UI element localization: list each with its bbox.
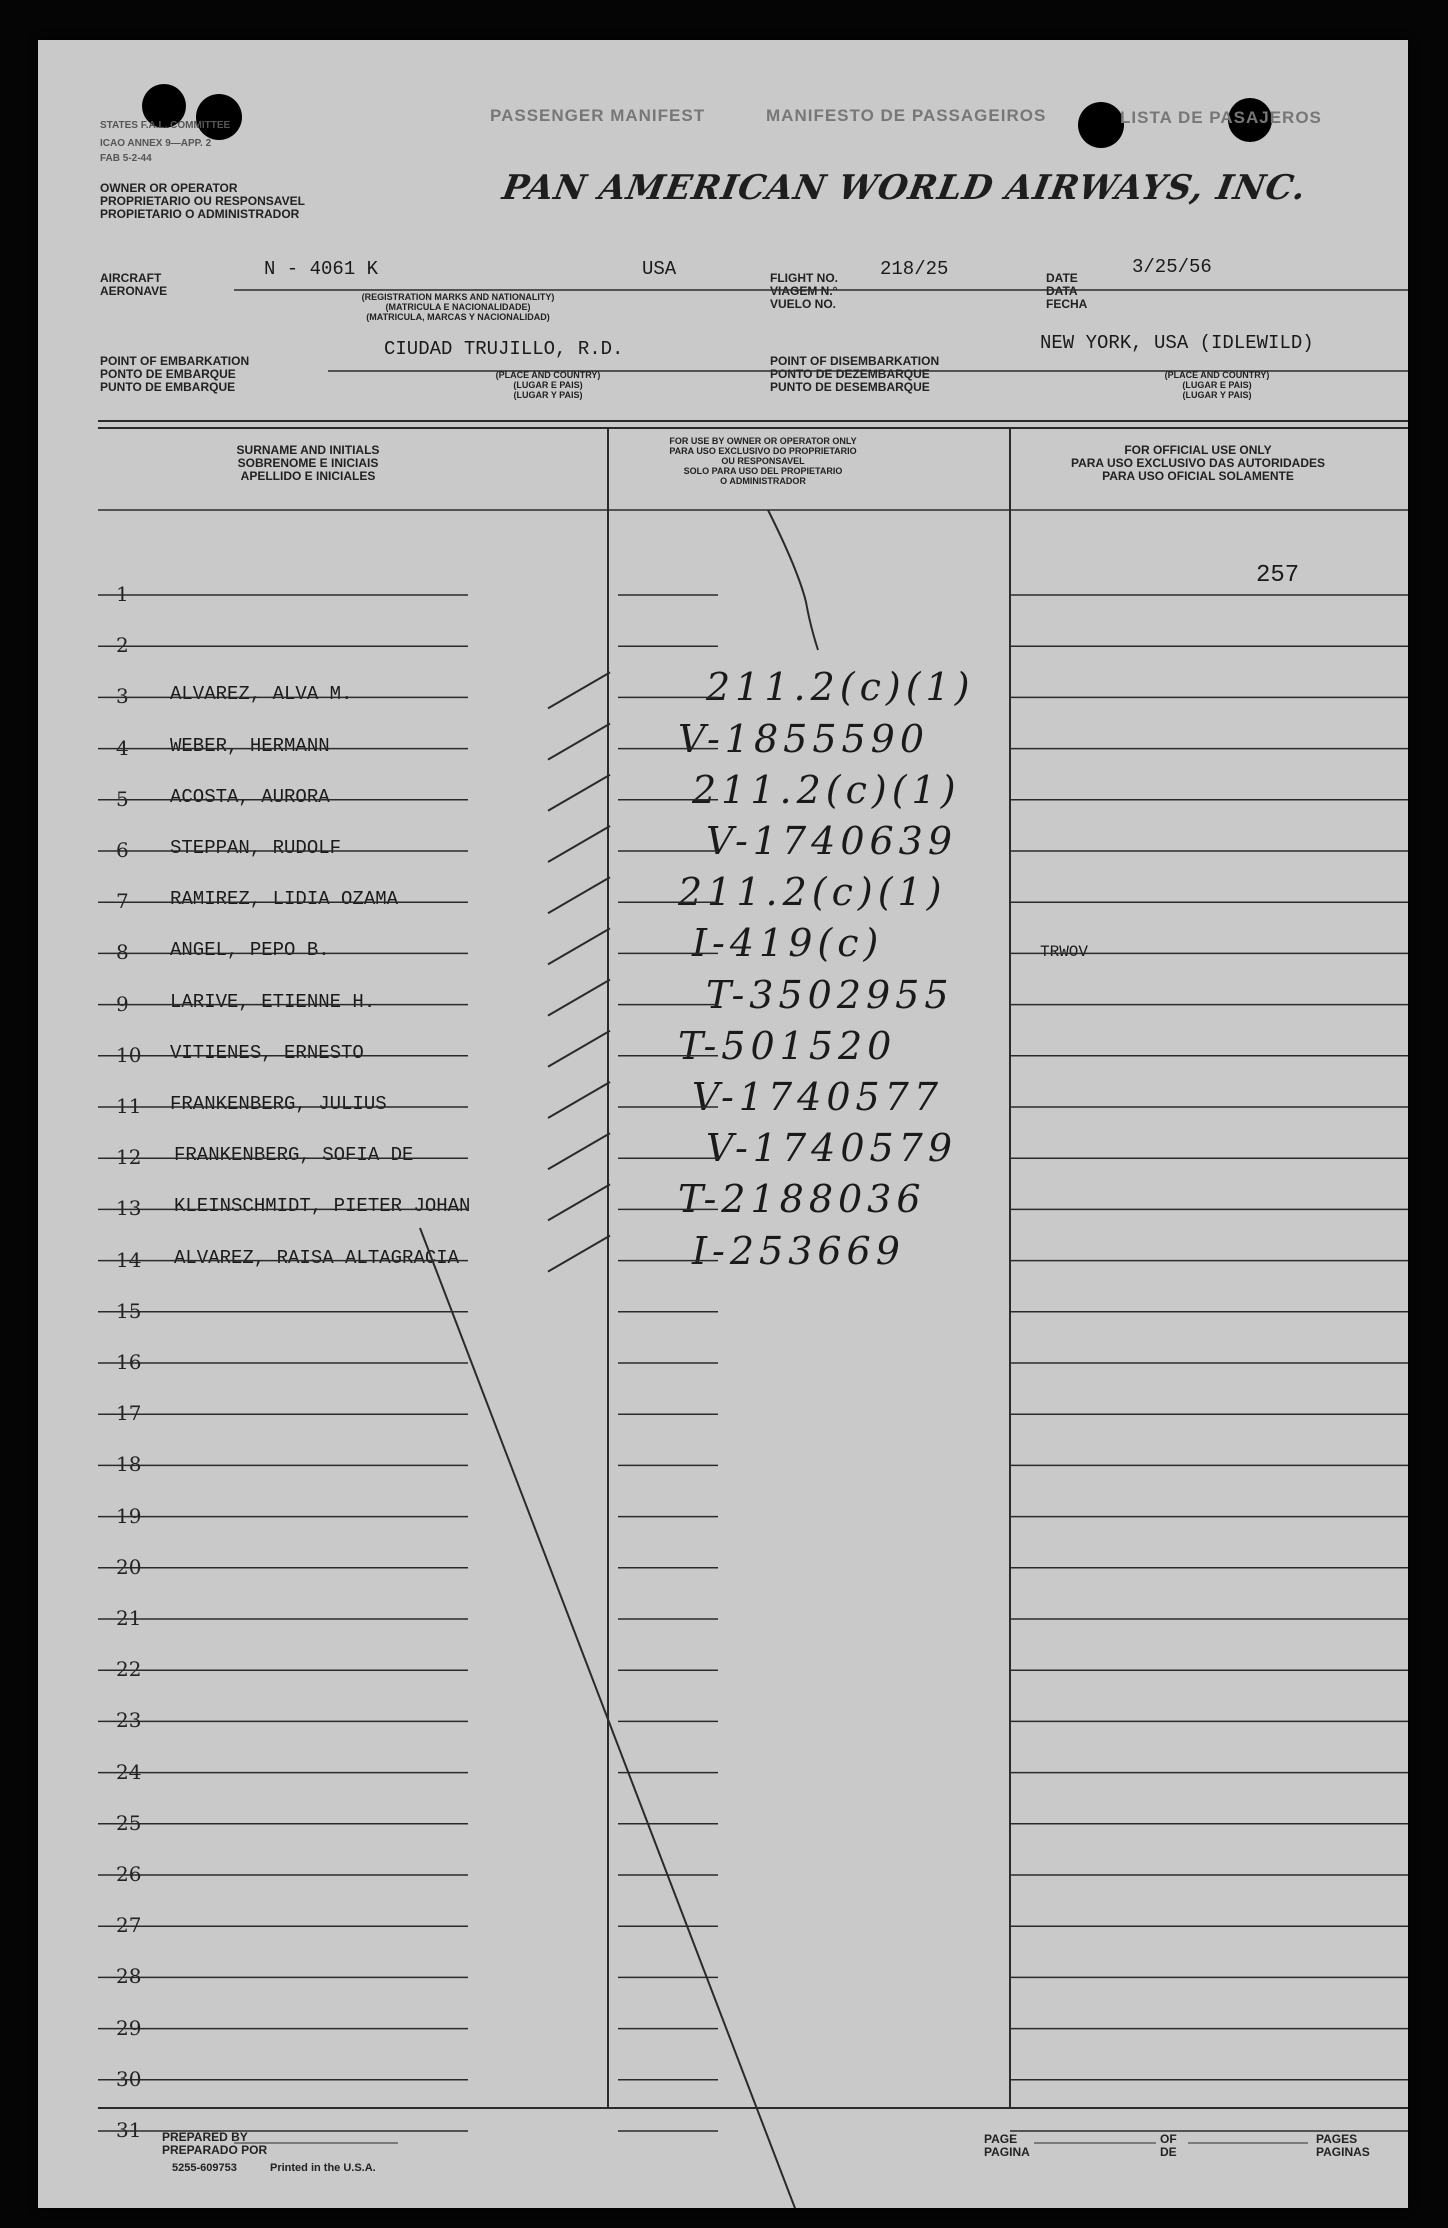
passenger-name: KLEINSCHMIDT, PIETER JOHAN	[174, 1195, 471, 1218]
tick-mark	[548, 826, 610, 862]
form-ref-line2: ICAO ANNEX 9—APP. 2	[100, 138, 212, 149]
nationality-value: USA	[642, 258, 677, 280]
document-number: T-2188036	[678, 1177, 926, 1222]
tick-mark	[548, 980, 610, 1016]
row-number: 1	[116, 582, 129, 606]
row-number: 21	[116, 1606, 142, 1630]
document-number: I-419(c)	[692, 921, 884, 966]
row-number: 25	[116, 1810, 142, 1835]
tick-mark	[548, 672, 610, 708]
aircraft-label: AIRCRAFT AERONAVE	[100, 271, 168, 298]
owner-value: PAN AMERICAN WORLD AIRWAYS, INC.	[499, 168, 1310, 208]
tick-mark	[548, 1133, 610, 1169]
embark-sub: (PLACE AND COUNTRY) (LUGAR E PAIS) (LUGAR Y PAIS)	[495, 370, 601, 400]
tick-mark	[548, 877, 610, 913]
document-number: V-1740577	[692, 1075, 944, 1119]
row-number: 7	[116, 889, 129, 914]
of-label: OF DE	[1160, 2132, 1177, 2159]
row-number: 12	[116, 1145, 142, 1170]
row-number: 6	[116, 838, 129, 862]
date-value: 3/25/56	[1132, 256, 1212, 278]
row-number: 23	[116, 1708, 142, 1733]
pages-label: PAGES PAGINAS	[1316, 2132, 1370, 2159]
row-number: 11	[116, 1094, 142, 1118]
row-number: 31	[116, 2118, 142, 2142]
tick-mark	[548, 1184, 610, 1220]
row-number: 8	[116, 940, 129, 965]
printed-in: Printed in the U.S.A.	[270, 2162, 376, 2174]
document-number: 211.2(c)(1)	[692, 767, 961, 812]
row-number: 4	[116, 735, 129, 760]
rule-lines	[38, 40, 1408, 2208]
row-number: 5	[116, 786, 129, 811]
embark-value: CIUDAD TRUJILLO, R.D.	[384, 338, 624, 360]
row-number: 28	[116, 1964, 142, 1989]
col1-header: SURNAME AND INITIALS SOBRENOME E INICIAIS APELLIDO E INICIALES	[236, 443, 380, 483]
print-code: 5255-609753	[172, 2162, 237, 2174]
tick-mark	[548, 1031, 610, 1067]
row-number: 19	[116, 1503, 142, 1528]
tick-mark	[548, 724, 610, 760]
form-ref: FAB 5-2-44	[100, 153, 152, 164]
row-number: 17	[116, 1401, 142, 1426]
passenger-name: ACOSTA, AURORA	[170, 785, 330, 808]
disembark-value: NEW YORK, USA (IDLEWILD)	[1040, 332, 1314, 354]
prepared-label: PREPARED BY PREPARADO POR	[162, 2130, 268, 2157]
document-number: 211.2(c)(1)	[678, 870, 947, 915]
row-number: 27	[116, 1913, 142, 1938]
passenger-name: FRANKENBERG, SOFIA DE	[174, 1144, 414, 1167]
row-number: 29	[116, 2015, 142, 2040]
owner-label: OWNER OR OPERATOR PROPRIETARIO OU RESPONSAVEL PROPIETARIO O ADMINISTRADOR	[100, 181, 305, 221]
row-number: 14	[116, 1247, 142, 1272]
passenger-name: RAMIREZ, LIDIA OZAMA	[170, 888, 399, 911]
flight-label: FLIGHT NO. VIAGEM N.° VUELO NO.	[770, 271, 838, 311]
row-number: 10	[116, 1042, 142, 1067]
tick-mark	[548, 928, 610, 964]
document-number: 211.2(c)(1)	[706, 665, 975, 710]
official-number: 257	[1256, 562, 1300, 589]
document-number: T-3502955	[706, 972, 954, 1017]
passenger-name: STEPPAN, RUDOLF	[170, 837, 342, 859]
date-label: DATE DATA FECHA	[1046, 271, 1088, 311]
row-number: 20	[116, 1554, 142, 1579]
page-label: PAGE PAGINA	[984, 2132, 1030, 2159]
passenger-name: WEBER, HERMANN	[170, 734, 330, 757]
row-number: 22	[116, 1657, 142, 1682]
title-es: LISTA DE PASAJEROS	[1120, 108, 1322, 127]
passenger-name: ALVAREZ, ALVA M.	[170, 683, 353, 706]
title-pt: MANIFESTO DE PASSAGEIROS	[766, 106, 1047, 125]
tick-mark	[548, 1236, 610, 1272]
passenger-name: ALVAREZ, RAISA ALTAGRACIA	[174, 1246, 460, 1269]
document-number: V-1740639	[706, 819, 958, 863]
passenger-name: LARIVE, ETIENNE H.	[170, 990, 376, 1013]
document-number: I-253669	[692, 1228, 905, 1273]
row-number: 30	[116, 2066, 142, 2091]
row-number: 16	[116, 1350, 142, 1374]
document-number: V-1855590	[678, 716, 930, 761]
passenger-name: FRANKENBERG, JULIUS	[170, 1093, 387, 1115]
manifest-sheet	[38, 40, 1408, 2208]
row-number: 13	[116, 1196, 142, 1221]
row-number: 3	[116, 684, 129, 709]
col3-header: FOR OFFICIAL USE ONLY PARA USO EXCLUSIVO DAS AUTORIDADES PARA USO OFICIAL SOLAMENTE	[1070, 443, 1326, 483]
document-number: T-501520	[678, 1023, 897, 1068]
row-number: 26	[116, 1862, 142, 1886]
tick-mark	[548, 1082, 610, 1118]
disembark-sub: (PLACE AND COUNTRY) (LUGAR E PAIS) (LUGAR Y PAIS)	[1164, 370, 1270, 400]
disembark-label: POINT OF DISEMBARKATION PONTO DE DEZEMBARQUE PUNTO DE DESEMBARQUE	[770, 354, 940, 394]
title-en: PASSENGER MANIFEST	[490, 106, 706, 125]
row-number: 24	[116, 1759, 142, 1784]
passenger-name: ANGEL, PEPO B.	[170, 939, 330, 962]
aircraft-value: N - 4061 K	[264, 258, 379, 280]
embark-label: POINT OF EMBARKATION PONTO DE EMBARQUE PUNTO DE EMBARQUE	[100, 354, 250, 394]
row-number: 18	[116, 1452, 142, 1477]
row-number: 15	[116, 1298, 142, 1323]
registration-sub: (REGISTRATION MARKS AND NATIONALITY) (MATRICULA E NACIONALIDADE) (MATRICULA, MARCAS Y NACIONALIDAD)	[361, 292, 555, 322]
col2-header: FOR USE BY OWNER OR OPERATOR ONLY PARA USO EXCLUSIVO DO PROPRIETARIO OU RESPONSAVEL SOLO PARA USO DEL PROPIETARIO O ADMINISTRADOR	[669, 436, 857, 486]
flight-value: 218/25	[880, 258, 949, 280]
row-number: 9	[116, 991, 129, 1016]
document-number: V-1740579	[706, 1126, 958, 1171]
pen-squiggle	[768, 510, 818, 650]
passenger-name: VITIENES, ERNESTO	[170, 1041, 364, 1064]
official-remark: TRWOV	[1040, 943, 1089, 962]
tick-mark	[548, 775, 610, 811]
row-number: 2	[116, 633, 129, 658]
form-ref-line1: STATES F.A.L. COMMITTEE	[100, 120, 231, 131]
